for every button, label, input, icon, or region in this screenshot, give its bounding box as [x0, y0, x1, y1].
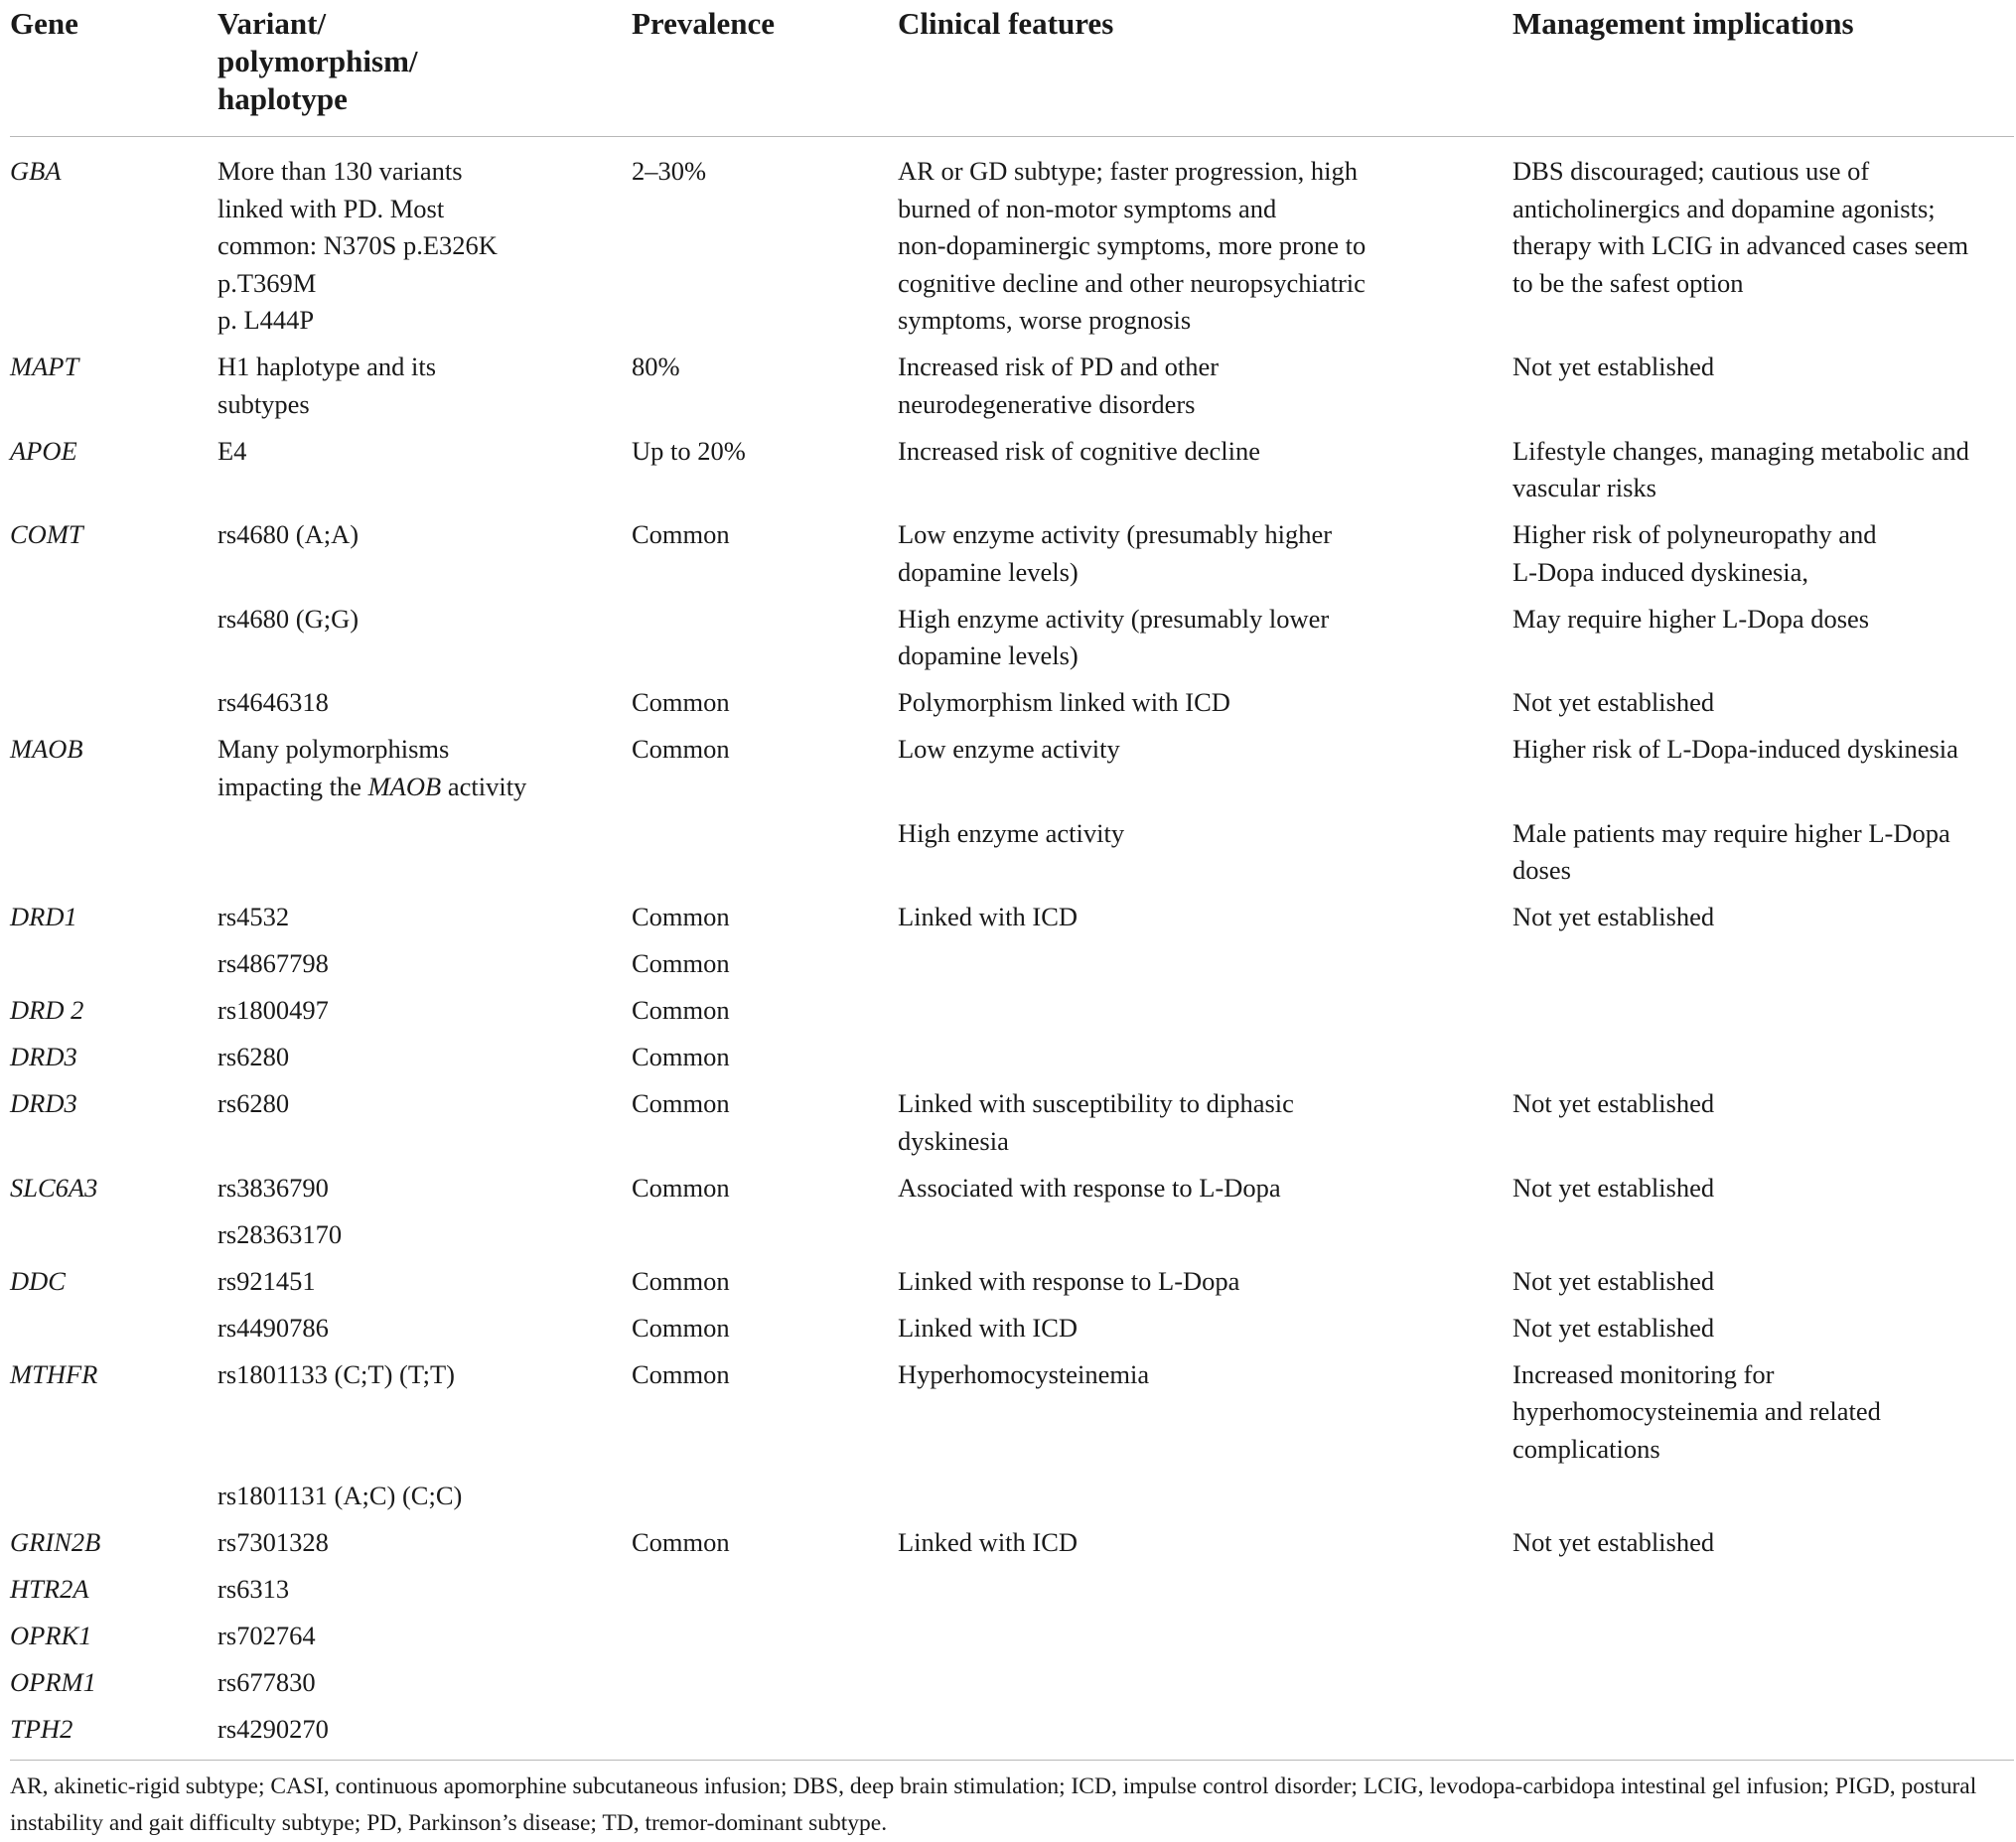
cell-variant: rs1800497	[217, 995, 329, 1025]
table-row	[10, 601, 2014, 685]
cell-prevalence: Up to 20%	[632, 435, 746, 466]
cell-variant: rs4532	[217, 902, 290, 931]
cell-variant: rs4680 (A;A)	[217, 519, 360, 549]
cell-gene: DRD3	[10, 1088, 77, 1118]
cell-prevalence: Common	[632, 1042, 730, 1071]
cell-management-implications: Not yet established	[1512, 687, 1715, 717]
cell-variant: rs4646318	[217, 687, 329, 717]
cell-clinical-features: Associated with response to L-Dopa	[898, 1172, 1281, 1203]
table-container	[10, 0, 2014, 1842]
cell-clinical-features	[898, 1478, 1512, 1524]
variant-text: Many polymorphisms impacting the	[217, 734, 450, 801]
cell-clinical-features: High enzyme activity (presumably lower dopamine levels)	[898, 603, 1330, 670]
cell-management-implications: Increased monitoring for hyperhomocysteinemia and related complications	[1512, 1358, 1881, 1464]
cell-variant: rs4680 (G;G)	[217, 603, 360, 634]
cell-clinical-features: Hyperhomocysteinemia	[898, 1358, 1150, 1389]
cell-clinical-features	[898, 1039, 1512, 1085]
cell-variant	[217, 815, 632, 900]
cell-prevalence: Common	[632, 687, 730, 717]
cell-prevalence	[632, 1664, 898, 1711]
cell-management-implications: Not yet established	[1512, 1526, 1715, 1557]
cell-clinical-features: Low enzyme activity (presumably higher dopamine levels)	[898, 519, 1333, 587]
cell-gene: MAOB	[10, 734, 83, 764]
cell-prevalence	[632, 1216, 898, 1263]
cell-prevalence: Common	[632, 1312, 730, 1343]
cell-clinical-features: Linked with ICD	[898, 902, 1079, 931]
cell-variant: rs1801133 (C;T) (T;T)	[217, 1358, 455, 1389]
cell-clinical-features	[898, 945, 1512, 992]
cell-prevalence: Common	[632, 1088, 730, 1118]
cell-management-implications: Lifestyle changes, managing metabolic and vascular risks	[1512, 435, 1969, 502]
cell-clinical-features	[898, 1571, 1512, 1618]
cell-prevalence: Common	[632, 1358, 730, 1389]
cell-clinical-features	[898, 1664, 1512, 1711]
cell-prevalence: 80%	[632, 352, 680, 381]
cell-gene: MAPT	[10, 352, 79, 381]
cell-variant: rs677830	[217, 1666, 316, 1697]
cell-clinical-features: Linked with susceptibility to diphasic dyskinesia	[898, 1088, 1294, 1156]
cell-management-implications: Higher risk of L-Dopa-induced dyskinesia	[1512, 734, 1958, 764]
cell-gene: DRD1	[10, 902, 77, 931]
cell-clinical-features	[898, 992, 1512, 1039]
cell-variant: rs3836790	[217, 1172, 329, 1203]
cell-prevalence	[632, 1711, 898, 1761]
cell-management-implications	[1512, 1478, 2014, 1524]
cell-management-implications: May require higher L-Dopa doses	[1512, 603, 1870, 634]
cell-prevalence: Common	[632, 1526, 730, 1557]
cell-clinical-features: Linked with ICD	[898, 1526, 1079, 1557]
cell-gene: APOE	[10, 435, 77, 466]
cell-management-implications: Not yet established	[1512, 352, 1715, 381]
cell-management-implications: Not yet established	[1512, 1088, 1715, 1118]
cell-prevalence	[632, 1618, 898, 1664]
cell-variant: rs4867798	[217, 948, 329, 978]
cell-gene: DRD3	[10, 1042, 77, 1071]
cell-gene	[10, 945, 217, 992]
cell-prevalence: Common	[632, 1265, 730, 1296]
cell-management-implications	[1512, 945, 2014, 992]
cell-gene	[10, 1478, 217, 1524]
cell-management-implications	[1512, 1039, 2014, 1085]
cell-management-implications	[1512, 1664, 2014, 1711]
table-header	[10, 0, 2014, 137]
cell-clinical-features	[898, 1216, 1512, 1263]
cell-variant: rs921451	[217, 1265, 316, 1296]
table-row	[10, 731, 2014, 815]
cell-gene	[10, 601, 217, 685]
header-prevalence: Prevalence	[632, 0, 898, 137]
cell-management-implications: Not yet established	[1512, 1312, 1715, 1343]
gene-table	[10, 0, 2014, 1760]
cell-management-implications: DBS discouraged; cautious use of anticholinergics and dopamine agonists; therapy with LCIG in advanced cases seem to be the safest option	[1512, 156, 1969, 298]
cell-clinical-features: Increased risk of PD and other neurodegenerative disorders	[898, 352, 1220, 419]
cell-clinical-features: Linked with response to L-Dopa	[898, 1265, 1240, 1296]
table-row	[10, 1170, 2014, 1216]
cell-gene: GRIN2B	[10, 1526, 101, 1557]
variant-text: activity	[441, 771, 527, 801]
variant-gene-name: MAOB	[367, 771, 442, 801]
table-row	[10, 899, 2014, 945]
cell-management-implications	[1512, 1618, 2014, 1664]
table-row	[10, 1085, 2014, 1170]
table-row	[10, 1356, 2014, 1478]
table-row	[10, 1618, 2014, 1664]
cell-prevalence: Common	[632, 902, 730, 931]
cell-clinical-features	[898, 1711, 1512, 1761]
table-row	[10, 1216, 2014, 1263]
cell-management-implications: Not yet established	[1512, 1172, 1715, 1203]
header-variant: Variant/ polymorphism/ haplotype	[217, 0, 632, 137]
cell-prevalence: Common	[632, 995, 730, 1025]
cell-clinical-features: AR or GD subtype; faster progression, high burned of non-motor symptoms and non-dopaminergic symptoms, more prone to cognitive decline and other neuropsychiatric symptoms, worse prognosis	[898, 156, 1367, 335]
cell-variant: E4	[217, 435, 247, 466]
cell-prevalence	[632, 1571, 898, 1618]
table-row	[10, 945, 2014, 992]
cell-gene: OPRK1	[10, 1620, 92, 1650]
cell-variant: rs1801131 (A;C) (C;C)	[217, 1480, 463, 1510]
cell-variant	[217, 731, 632, 815]
cell-gene: DRD 2	[10, 995, 84, 1025]
table-row	[10, 1711, 2014, 1761]
table-footnote: AR, akinetic-rigid subtype; CASI, continuous apomorphine subcutaneous infusion; DBS, deep brain stimulation; ICD, impulse control disorder; LCIG, levodopa-carbidopa intestinal gel infusion; PIGD, postural instability and gait difficulty subtype; PD, Parkinson’s disease; TD, tremor-dominant subtype.	[10, 1760, 2014, 1842]
header-clinical-features: Clinical features	[898, 0, 1512, 137]
cell-gene: OPRM1	[10, 1666, 96, 1697]
cell-gene: MTHFR	[10, 1358, 98, 1389]
cell-gene	[10, 1310, 217, 1356]
cell-gene	[10, 1216, 217, 1263]
cell-management-implications: Not yet established	[1512, 1265, 1715, 1296]
table-row	[10, 1263, 2014, 1310]
table-row	[10, 1524, 2014, 1571]
cell-management-implications: Male patients may require higher L-Dopa doses	[1512, 817, 1950, 885]
cell-management-implications	[1512, 1216, 2014, 1263]
cell-gene: HTR2A	[10, 1573, 89, 1604]
cell-variant: rs6280	[217, 1042, 290, 1071]
table-row	[10, 1571, 2014, 1618]
cell-clinical-features: Polymorphism linked with ICD	[898, 687, 1230, 717]
cell-clinical-features	[898, 1618, 1512, 1664]
cell-prevalence: 2–30%	[632, 156, 707, 186]
cell-gene: SLC6A3	[10, 1172, 98, 1203]
cell-variant: rs28363170	[217, 1218, 343, 1249]
header-management-implications: Management implications	[1512, 0, 2014, 137]
cell-variant: rs702764	[217, 1620, 316, 1650]
cell-management-implications	[1512, 1711, 2014, 1761]
cell-prevalence: Common	[632, 734, 730, 764]
table-row	[10, 1310, 2014, 1356]
cell-prevalence: Common	[632, 519, 730, 549]
table-row	[10, 684, 2014, 731]
cell-variant: rs6280	[217, 1088, 290, 1118]
header-gene: Gene	[10, 0, 217, 137]
cell-management-implications: Higher risk of polyneuropathy and L-Dopa induced dyskinesia,	[1512, 519, 1877, 587]
cell-gene	[10, 684, 217, 731]
cell-gene: TPH2	[10, 1713, 73, 1744]
cell-gene	[10, 815, 217, 900]
cell-clinical-features: High enzyme activity	[898, 817, 1125, 848]
cell-clinical-features: Increased risk of cognitive decline	[898, 435, 1260, 466]
cell-variant: More than 130 variants linked with PD. Most common: N370S p.E326K p.T369M p. L444P	[217, 156, 498, 335]
table-row	[10, 349, 2014, 433]
cell-prevalence	[632, 815, 898, 900]
cell-prevalence: Common	[632, 948, 730, 978]
table-row	[10, 137, 2014, 350]
table-row	[10, 1039, 2014, 1085]
cell-clinical-features: Linked with ICD	[898, 1312, 1079, 1343]
table-row	[10, 1664, 2014, 1711]
table-row	[10, 1478, 2014, 1524]
table-row	[10, 992, 2014, 1039]
cell-gene: COMT	[10, 519, 83, 549]
cell-prevalence	[632, 1478, 898, 1524]
cell-variant: rs7301328	[217, 1526, 329, 1557]
cell-variant: H1 haplotype and its subtypes	[217, 352, 437, 419]
cell-prevalence: Common	[632, 1172, 730, 1203]
table-row	[10, 433, 2014, 517]
table-body	[10, 137, 2014, 1761]
cell-management-implications	[1512, 1571, 2014, 1618]
cell-clinical-features: Low enzyme activity	[898, 734, 1120, 764]
cell-management-implications: Not yet established	[1512, 902, 1715, 931]
cell-prevalence	[632, 601, 898, 685]
cell-management-implications	[1512, 992, 2014, 1039]
table-row	[10, 516, 2014, 601]
cell-variant: rs4290270	[217, 1713, 329, 1744]
cell-gene: DDC	[10, 1265, 66, 1296]
table-row	[10, 815, 2014, 900]
cell-variant: rs4490786	[217, 1312, 329, 1343]
cell-gene: GBA	[10, 156, 62, 186]
cell-variant: rs6313	[217, 1573, 290, 1604]
